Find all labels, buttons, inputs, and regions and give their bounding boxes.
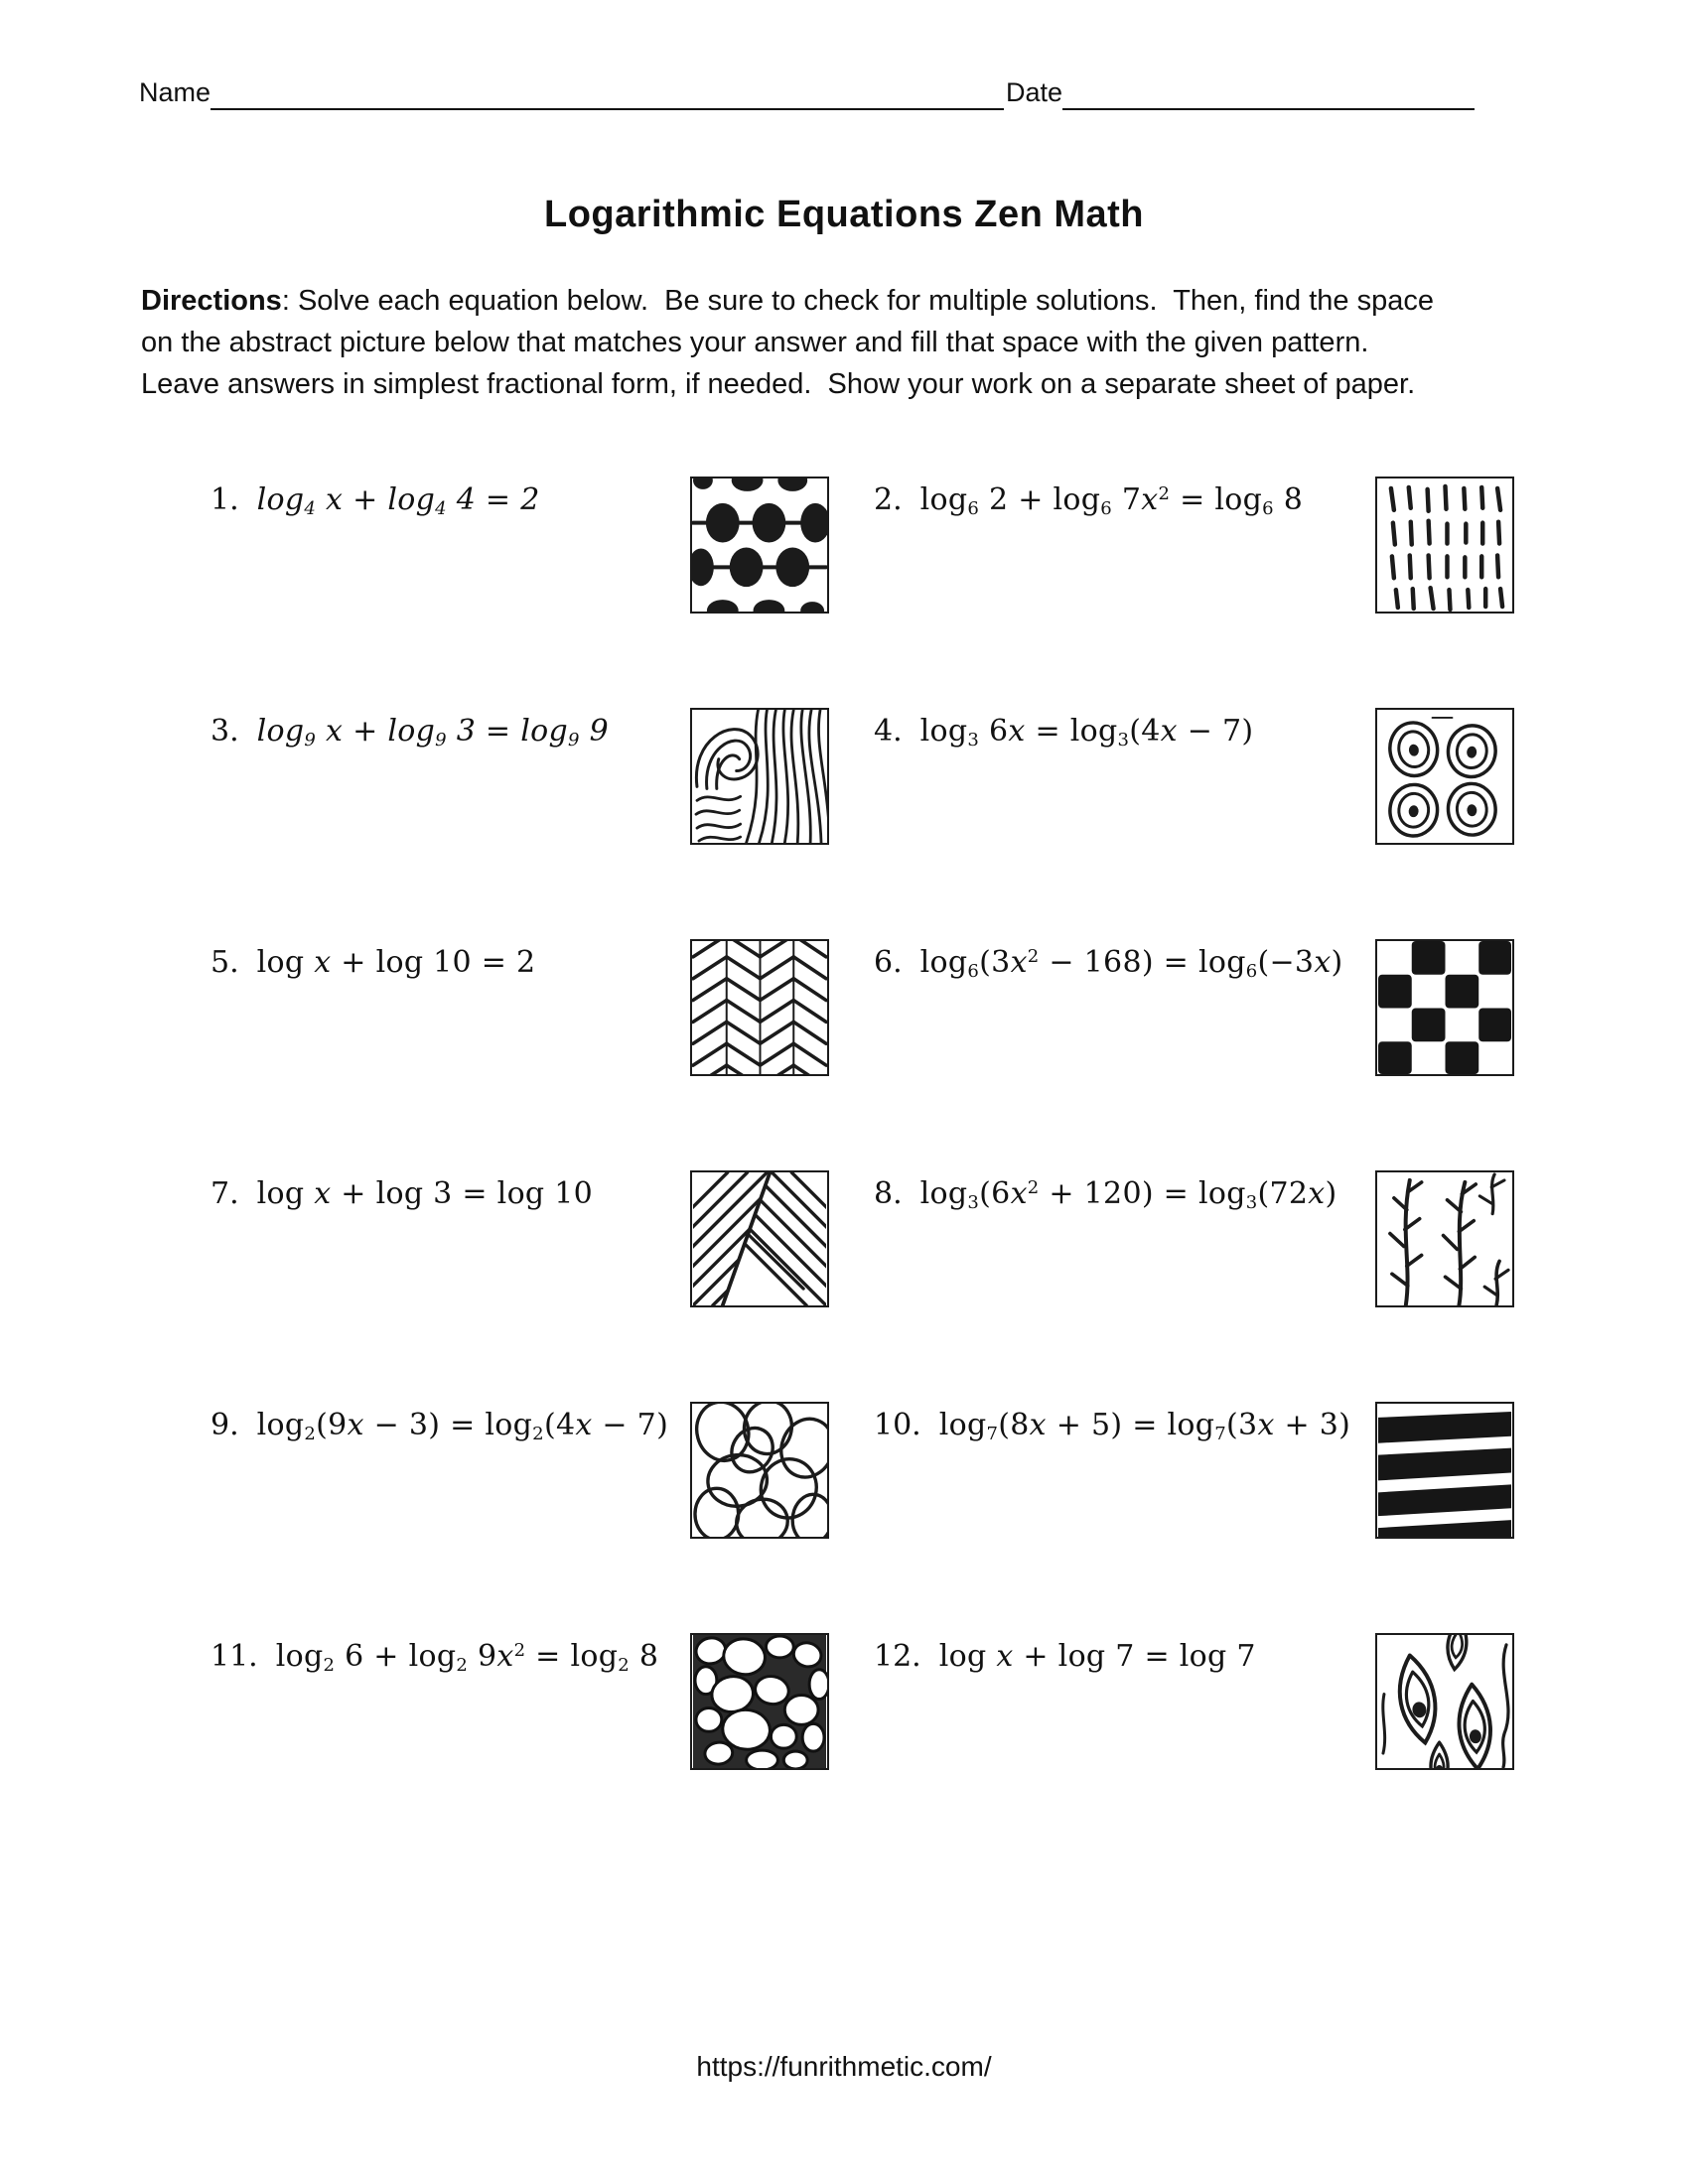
problem-row: [139, 1170, 1519, 1307]
problem-11: [139, 1633, 690, 1677]
date-label: Date: [1005, 77, 1062, 107]
problem-number: 11.: [211, 1639, 258, 1674]
header: [139, 77, 1475, 110]
vertical-dashes-pattern-icon: [1375, 477, 1514, 614]
overlapping-loops-pattern-icon: [690, 1402, 829, 1539]
problem-number: 7.: [211, 1176, 239, 1211]
problem-3: [139, 708, 690, 749]
problem-number: 1.: [211, 482, 239, 517]
fern-branches-pattern-icon: [1375, 1170, 1514, 1307]
problem-number: 9.: [211, 1408, 239, 1442]
problem-equation: $\log_9 x + \log_9 3 = \log_9 9$: [256, 714, 609, 751]
problem-row: [139, 1402, 1519, 1539]
page-title: Logarithmic Equations Zen Math: [543, 194, 1145, 235]
problem-7: [139, 1170, 690, 1211]
problem-5: [139, 939, 690, 980]
problem-equation: log x + log 3 = log 10: [256, 1176, 594, 1211]
problem-list: [139, 477, 1519, 1864]
problem-1: [139, 477, 690, 520]
problem-6: [829, 939, 1375, 983]
problem-equation: $\log_3 6x = \log_3(4x - 7)$: [919, 714, 1254, 751]
herringbone-pattern-icon: [690, 939, 829, 1076]
beads-on-lines-pattern-icon: [690, 477, 829, 614]
problem-number: 5.: [211, 945, 239, 980]
problem-number: 3.: [211, 714, 239, 749]
problem-equation: $\log_4 x + \log_4 4 = 2$: [256, 482, 540, 520]
name-label: Name: [139, 77, 211, 107]
problem-number: 12.: [874, 1639, 921, 1674]
problem-equation: log x + log 10 = 2: [256, 945, 536, 980]
directions-paragraph: [141, 281, 1462, 405]
date-blank-line: [1062, 78, 1475, 110]
checkerboard-pattern-icon: [1375, 939, 1514, 1076]
name-blank-line: [211, 78, 1004, 110]
directions-text: : Solve each equation below. Be sure to check for multiple solutions. Then, find the space on the abstract picture below that matches your answer and fill that space with the given pattern. Leave answers in simplest fractional form, if needed. Show your work on a separate sheet of paper.: [141, 285, 1443, 400]
problem-equation: $\log_6(3x^2 - 168) = \log_6(-3x)$: [919, 945, 1343, 983]
concentric-eyes-grid-pattern-icon: [1375, 708, 1514, 845]
problem-equation: log x + log 7 = log 7: [938, 1639, 1256, 1674]
problem-row: [139, 939, 1519, 1076]
footer-url: https://funrithmetic.com/: [696, 2051, 992, 2082]
problem-equation: $\log_2 6 + \log_2 9x^2 = \log_2 8$: [275, 1639, 659, 1677]
problem-2: [829, 477, 1375, 520]
problem-number: 6.: [874, 945, 903, 980]
problem-equation: $\log_3(6x^2 + 120) = \log_3(72x)$: [919, 1176, 1337, 1214]
problem-number: 8.: [874, 1176, 903, 1211]
directions-label: Directions: [141, 285, 282, 317]
problem-row: [139, 708, 1519, 845]
problem-number: 2.: [874, 482, 903, 517]
problem-row: [139, 477, 1519, 614]
pebbles-pattern-icon: [690, 1633, 829, 1770]
peacock-teardrops-pattern-icon: [1375, 1633, 1514, 1770]
problem-equation: $\log_2(9x - 3) = \log_2(4x - 7)$: [256, 1408, 669, 1445]
problem-9: [139, 1402, 690, 1445]
problem-number: 10.: [874, 1408, 921, 1442]
problem-number: 4.: [874, 714, 903, 749]
thick-stripes-pattern-icon: [1375, 1402, 1514, 1539]
wavy-grain-pattern-icon: [690, 708, 829, 845]
problem-8: [829, 1170, 1375, 1214]
crosshatch-patches-pattern-icon: [690, 1170, 829, 1307]
problem-equation: $\log_7(8x + 5) = \log_7(3x + 3)$: [938, 1408, 1351, 1445]
problem-4: [829, 708, 1375, 749]
problem-12: [829, 1633, 1375, 1674]
problem-10: [829, 1402, 1375, 1445]
problem-equation: $\log_6 2 + \log_6 7x^2 = \log_6 8$: [919, 482, 1304, 520]
problem-row: [139, 1633, 1519, 1770]
